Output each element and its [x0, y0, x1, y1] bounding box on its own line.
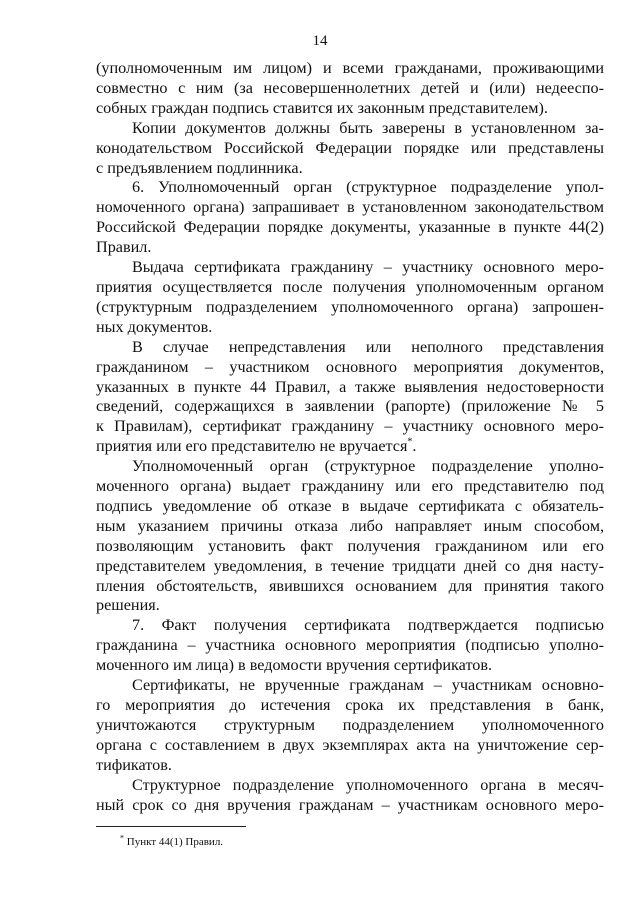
text-line: [96, 238, 604, 258]
text-line-content: Выдача сертификата гражданину – участнику основного меро-: [132, 258, 604, 277]
text-line: [96, 159, 604, 179]
text-line-content: с предъявлением подлинника.: [96, 158, 303, 177]
text-line-content: решения.: [96, 596, 160, 615]
text-line: [96, 676, 604, 696]
text-line: [96, 557, 604, 577]
text-line-content: ным указанием причины отказа либо направляет иным способом,: [96, 516, 604, 535]
text-line-content: 6. Уполномоченный орган (структурное подразделение упол-: [132, 178, 604, 197]
page-number: 14: [312, 33, 328, 49]
text-line-content: уничтожаются структурным подразделением уполномоченного: [96, 715, 604, 734]
text-line-content: конодательством Российской Федерации порядке или представлены: [96, 138, 604, 157]
text-line-content: органа с составлением в двух экземплярах акта на уничтожение сер-: [96, 735, 604, 754]
text-line: [96, 636, 604, 656]
text-line-content: подпись уведомление об отказе в выдаче сертификата с обязатель-: [96, 496, 604, 515]
text-line-content: пления обстоятельств, явившихся основанием для принятия такого: [96, 576, 604, 595]
text-line: [96, 278, 604, 298]
text-line-content: представителем уведомления, в течение тридцати дней со дня насту-: [96, 556, 604, 575]
text-line-content: ный срок со дня вручения гражданам – участникам основного меро-: [96, 795, 604, 814]
text-line-content: к Правилам), сертификат гражданину – участнику основного меро-: [96, 417, 604, 436]
text-line-content: тификатов.: [96, 755, 172, 774]
text-line-tail: .: [412, 437, 417, 456]
text-line-content: моченного органа) выдает гражданину или его представителю под: [96, 477, 604, 496]
text-line-content: Копии документов должны быть заверены в установленном за-: [132, 118, 604, 137]
text-line-content: собных граждан подпись ставится их законным представителем).: [96, 98, 548, 117]
text-line-content: Уполномоченный орган (структурное подразделение уполно-: [132, 457, 604, 476]
text-line: [96, 477, 604, 497]
text-line-content: го мероприятия до истечения срока их представления в банк,: [96, 696, 604, 714]
footnote-separator: [96, 826, 246, 827]
text-line-content: позволяющим установить факт получения гражданином или его: [96, 536, 604, 555]
text-line: [96, 716, 604, 736]
text-line-content: Сертификаты, не врученные гражданам – участникам основно-: [132, 676, 604, 695]
text-line: [96, 358, 604, 378]
text-line: [96, 756, 604, 776]
text-line-content: номоченного органа) запрашивает в установленном законодательством: [96, 198, 604, 217]
text-line: [96, 417, 604, 437]
text-line-content: моченного им лица) в ведомости вручения сертификатов.: [96, 656, 493, 675]
text-line-content: приятия осуществляется после получения уполномоченным органом: [96, 277, 604, 296]
text-line: [96, 79, 604, 99]
text-line: [96, 616, 604, 636]
text-line: [96, 119, 604, 139]
text-line-content: (структурным подразделением уполномоченного органа) запрошен-: [96, 297, 604, 316]
text-line: [96, 99, 604, 119]
text-line-content: совместно с ним (за несовершеннолетних детей и (или) недееспо-: [96, 78, 604, 97]
text-line: [96, 776, 604, 796]
footnote: [120, 833, 224, 848]
text-line: [96, 577, 604, 597]
text-line: [96, 397, 604, 417]
text-line: [96, 139, 604, 159]
text-line: [96, 338, 604, 358]
text-line-content: приятия или его представителю не вручается: [96, 437, 408, 456]
text-line: [96, 298, 604, 318]
text-line-content: Правил.: [96, 238, 152, 257]
text-line: [96, 736, 604, 756]
text-line: [96, 437, 604, 457]
text-line: [96, 457, 604, 477]
text-line: [96, 497, 604, 517]
text-line-content: Российской Федерации порядке документы, указанные в пункте 44(2): [96, 218, 604, 237]
text-line: [96, 796, 604, 816]
text-line-content: (уполномоченным им лицом) и всеми гражданами, проживающими: [96, 59, 604, 77]
text-line: [96, 537, 604, 557]
text-line-content: В случае непредставления или неполного представления: [132, 337, 604, 356]
text-line-content: ных документов.: [96, 317, 213, 336]
text-line: [96, 258, 604, 278]
text-line-content: сведений, содержащихся в заявлении (рапорте) (приложение № 5: [96, 397, 604, 416]
text-line: [96, 318, 604, 338]
text-line: [96, 517, 604, 537]
text-line: [96, 696, 604, 716]
text-line: [96, 656, 604, 676]
text-line: [96, 596, 604, 616]
text-line: [96, 378, 604, 398]
footnote-mark: *: [120, 833, 124, 843]
text-line-content: 7. Факт получения сертификата подтверждается подписью: [132, 616, 604, 635]
text-line: [96, 198, 604, 218]
text-line-content: гражданина – участника основного мероприятия (подписью уполно-: [96, 636, 604, 655]
body-text: [96, 59, 604, 815]
text-line-content: Структурное подразделение уполномоченного органа в месяч-: [132, 775, 604, 794]
text-line: [96, 178, 604, 198]
text-line: [96, 218, 604, 238]
text-line: [96, 59, 604, 79]
footnote-text: Пункт 44(1) Правил.: [124, 836, 224, 848]
footnote-reference-mark: *: [407, 436, 413, 448]
text-line-content: гражданином – участником основного мероприятия документов,: [96, 357, 604, 376]
text-line-content: указанных в пункте 44 Правил, а также выявления недостоверности: [96, 377, 604, 396]
